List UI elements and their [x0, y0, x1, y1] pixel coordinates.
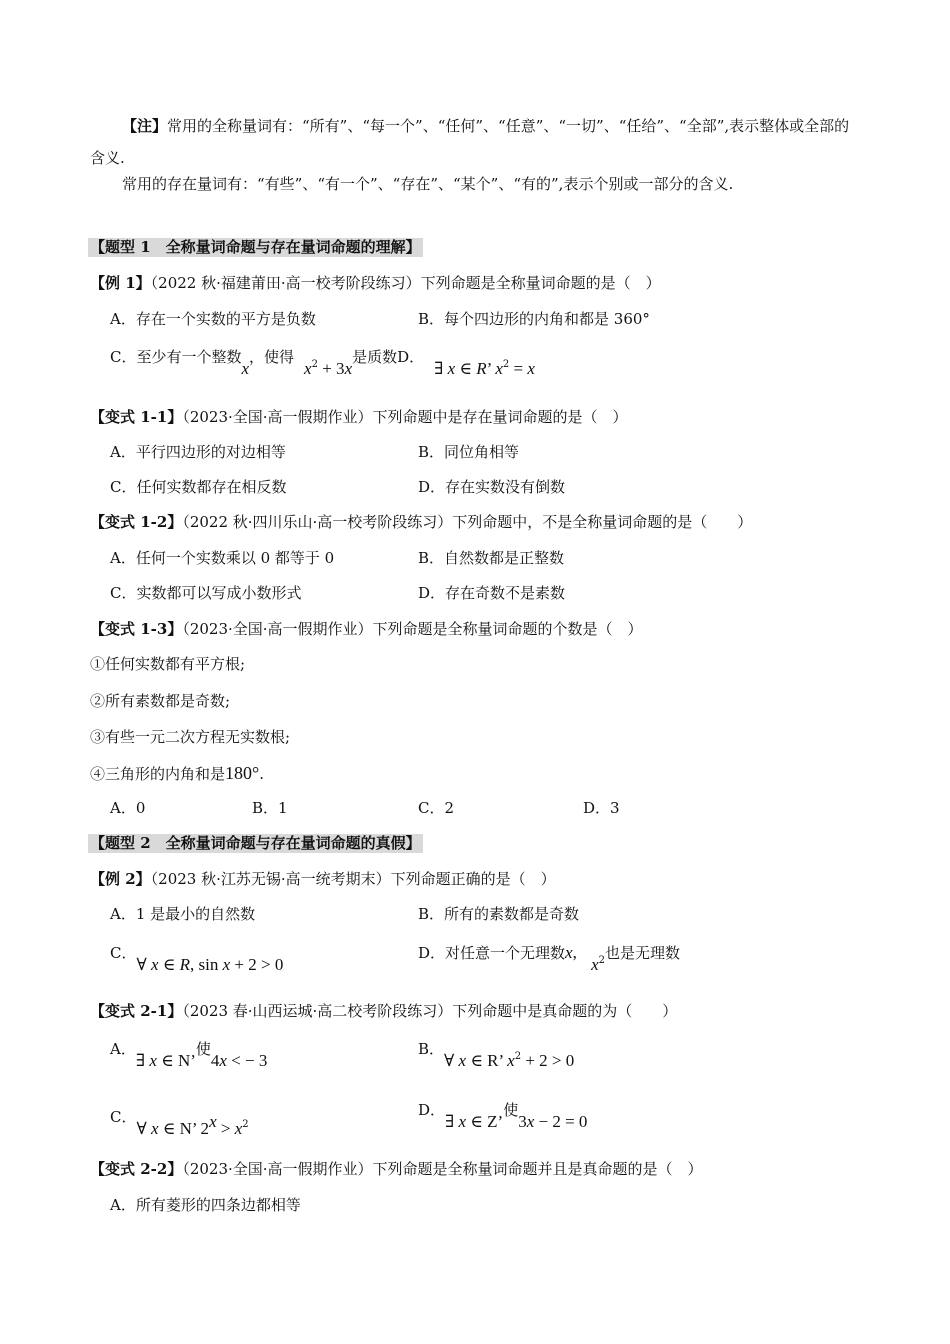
option-c-prefix: C． — [110, 1108, 137, 1126]
variant-1-3-option-a: A．0 — [110, 799, 146, 817]
math-x-squared: $x^2$ — [591, 955, 605, 974]
word-shi: 使 — [195, 1040, 211, 1058]
option-c-prefix: C．至少有一个整数 — [110, 348, 242, 366]
math-forall-r: ∀ x ∈ R’ $x^2 + 2 > 0$ — [444, 1051, 575, 1070]
variant-1-3-option-d: D．3 — [583, 799, 620, 817]
variant-2-1-option-b — [418, 1040, 575, 1070]
variant-2-2-option-a: A．所有菱形的四条边都相等 — [110, 1196, 301, 1214]
option-d-prefix: D． — [397, 348, 425, 366]
variant-1-1-text: （2023·全国·高一假期作业）下列命题中是存在量词命题的是（ ） — [182, 408, 628, 426]
math-forall-sin: ∀ x ∈ R, sin x + 2 > 0 — [136, 955, 284, 974]
variant-1-3-tag: 【变式 1-3】 — [90, 620, 183, 638]
math-exists-expression: ∃ x ∈ R’ $x^2 = x$ — [434, 359, 535, 378]
variant-1-3-option-c: C．2 — [418, 799, 455, 817]
variant-2-1-stem — [90, 1004, 677, 1019]
option-d-prefix: D．对任意一个无理数 — [418, 944, 566, 962]
example1-text: （2022 秋·福建莆田·高一校考阶段练习）下列命题是全称量词命题的是（ ） — [150, 274, 661, 292]
variant-1-3-item-4 — [90, 764, 264, 782]
item-4-prefix: ④三角形的内角和是 — [90, 765, 226, 783]
variant-1-1-option-c: C．任何实数都存在相反数 — [110, 478, 287, 496]
option-c-suffix: 是质数 — [352, 348, 398, 366]
variant-2-2-text: （2023·全国·高一假期作业）下列命题是全称量词命题并且是真命题的是（ ） — [182, 1160, 703, 1178]
variant-1-1-option-d: D．存在实数没有倒数 — [418, 478, 566, 496]
variant-1-3-item-1: ①任何实数都有平方根; — [90, 655, 246, 673]
variant-1-1-tag: 【变式 1-1】 — [90, 408, 183, 426]
example2-tag: 【例 2】 — [90, 870, 151, 888]
math-exists-z: ∃ x ∈ Z’ — [445, 1112, 504, 1131]
variant-2-1-option-c — [110, 1101, 249, 1138]
variant-1-2-text: （2022 秋·四川乐山·高一校考阶段练习）下列命题中，不是全称量词命题的是（ ） — [182, 513, 753, 531]
variant-1-1-option-b: B．同位角相等 — [418, 443, 520, 461]
math-forall-n: ∀ x ∈ N’ $2^x > x^2$ — [136, 1112, 249, 1138]
math-exists-n: ∃ x ∈ N’ — [135, 1051, 196, 1070]
variant-1-2-option-a: A．任何一个实数乘以 0 都等于 0 — [110, 549, 335, 567]
example2-stem — [90, 872, 556, 887]
example2-option-b: B．所有的素数都是奇数 — [418, 905, 580, 923]
variant-1-3-option-b: B．1 — [252, 799, 288, 817]
variant-2-1-option-d — [418, 1101, 588, 1131]
variant-2-2-stem — [90, 1162, 703, 1177]
example1-option-a: A．存在一个实数的平方是负数 — [110, 310, 316, 328]
example1-tag: 【例 1】 — [90, 274, 151, 292]
item-4-suffix: . — [259, 765, 264, 783]
note-paragraph-1 — [90, 110, 860, 174]
note-paragraph-2: 常用的存在量词有：“有些”、“有一个”、“存在”、“某个”、“有的”,表示个别或一部分的含义. — [122, 175, 734, 193]
variant-2-1-option-a — [110, 1040, 268, 1070]
example2-text: （2023 秋·江苏无锡·高一统考期末）下列命题正确的是（ ） — [150, 870, 556, 888]
option-c-mid: ，使得 — [249, 348, 295, 366]
variant-1-2-option-c: C．实数都可以写成小数形式 — [110, 584, 302, 602]
math-equation: 3x − 2 = 0 — [518, 1112, 588, 1131]
option-d-prefix: D． — [418, 1101, 446, 1119]
variant-2-2-tag: 【变式 2-2】 — [90, 1160, 183, 1178]
section-header-type2: 【题型 2 全称量词命题与存在量词命题的真假】 — [90, 834, 421, 852]
example2-option-a: A．1 是最小的自然数 — [110, 905, 256, 923]
variant-1-2-option-d: D．存在奇数不是素数 — [418, 584, 566, 602]
math-inequality: 4x < − 3 — [210, 1051, 268, 1070]
math-expression: $x^2 + 3x$ — [304, 359, 353, 378]
option-b-prefix: B． — [418, 1040, 445, 1058]
variant-1-2-option-b: B．自然数都是正整数 — [418, 549, 565, 567]
variant-2-1-text: （2023 春·山西运城·高二校考阶段练习）下列命题中是真命题的为（ ） — [182, 1002, 678, 1020]
math-x: x — [241, 359, 250, 378]
word-shi: 使 — [503, 1101, 519, 1119]
variant-1-1-option-a: A．平行四边形的对边相等 — [110, 443, 286, 461]
variant-1-1-stem — [90, 410, 628, 425]
section-header-type1: 【题型 1 全称量词命题与存在量词命题的理解】 — [90, 238, 421, 256]
option-d-suffix: 也是无理数 — [605, 944, 681, 962]
example1-option-c — [110, 348, 535, 378]
example1-stem — [90, 276, 661, 291]
variant-1-2-stem — [90, 515, 752, 530]
option-a-prefix: A． — [110, 1040, 136, 1058]
example2-option-d: D．对任意一个无理数x, $x^2$也是无理数 — [418, 943, 681, 974]
example1-option-b: B．每个四边形的内角和都是 360° — [418, 310, 650, 328]
example2-option-c — [110, 944, 284, 974]
note-label: 【注】 — [122, 117, 168, 135]
angle-value: 180° — [225, 763, 260, 783]
note-text-1: 常用的全称量词有：“所有”、“每一个”、“任何”、“任意”、“一切”、“任给”、“全部”,表示整体或全部的含义. — [90, 117, 850, 167]
option-c-prefix: C． — [110, 944, 137, 962]
variant-1-3-item-2: ②所有素数都是奇数; — [90, 692, 231, 710]
variant-1-3-item-3: ③有些一元二次方程无实数根; — [90, 728, 291, 746]
variant-1-3-stem — [90, 622, 643, 637]
variant-1-2-tag: 【变式 1-2】 — [90, 513, 183, 531]
math-x: x — [565, 943, 573, 962]
variant-1-3-text: （2023·全国·高一假期作业）下列命题是全称量词命题的个数是（ ） — [182, 620, 643, 638]
variant-2-1-tag: 【变式 2-1】 — [90, 1002, 183, 1020]
